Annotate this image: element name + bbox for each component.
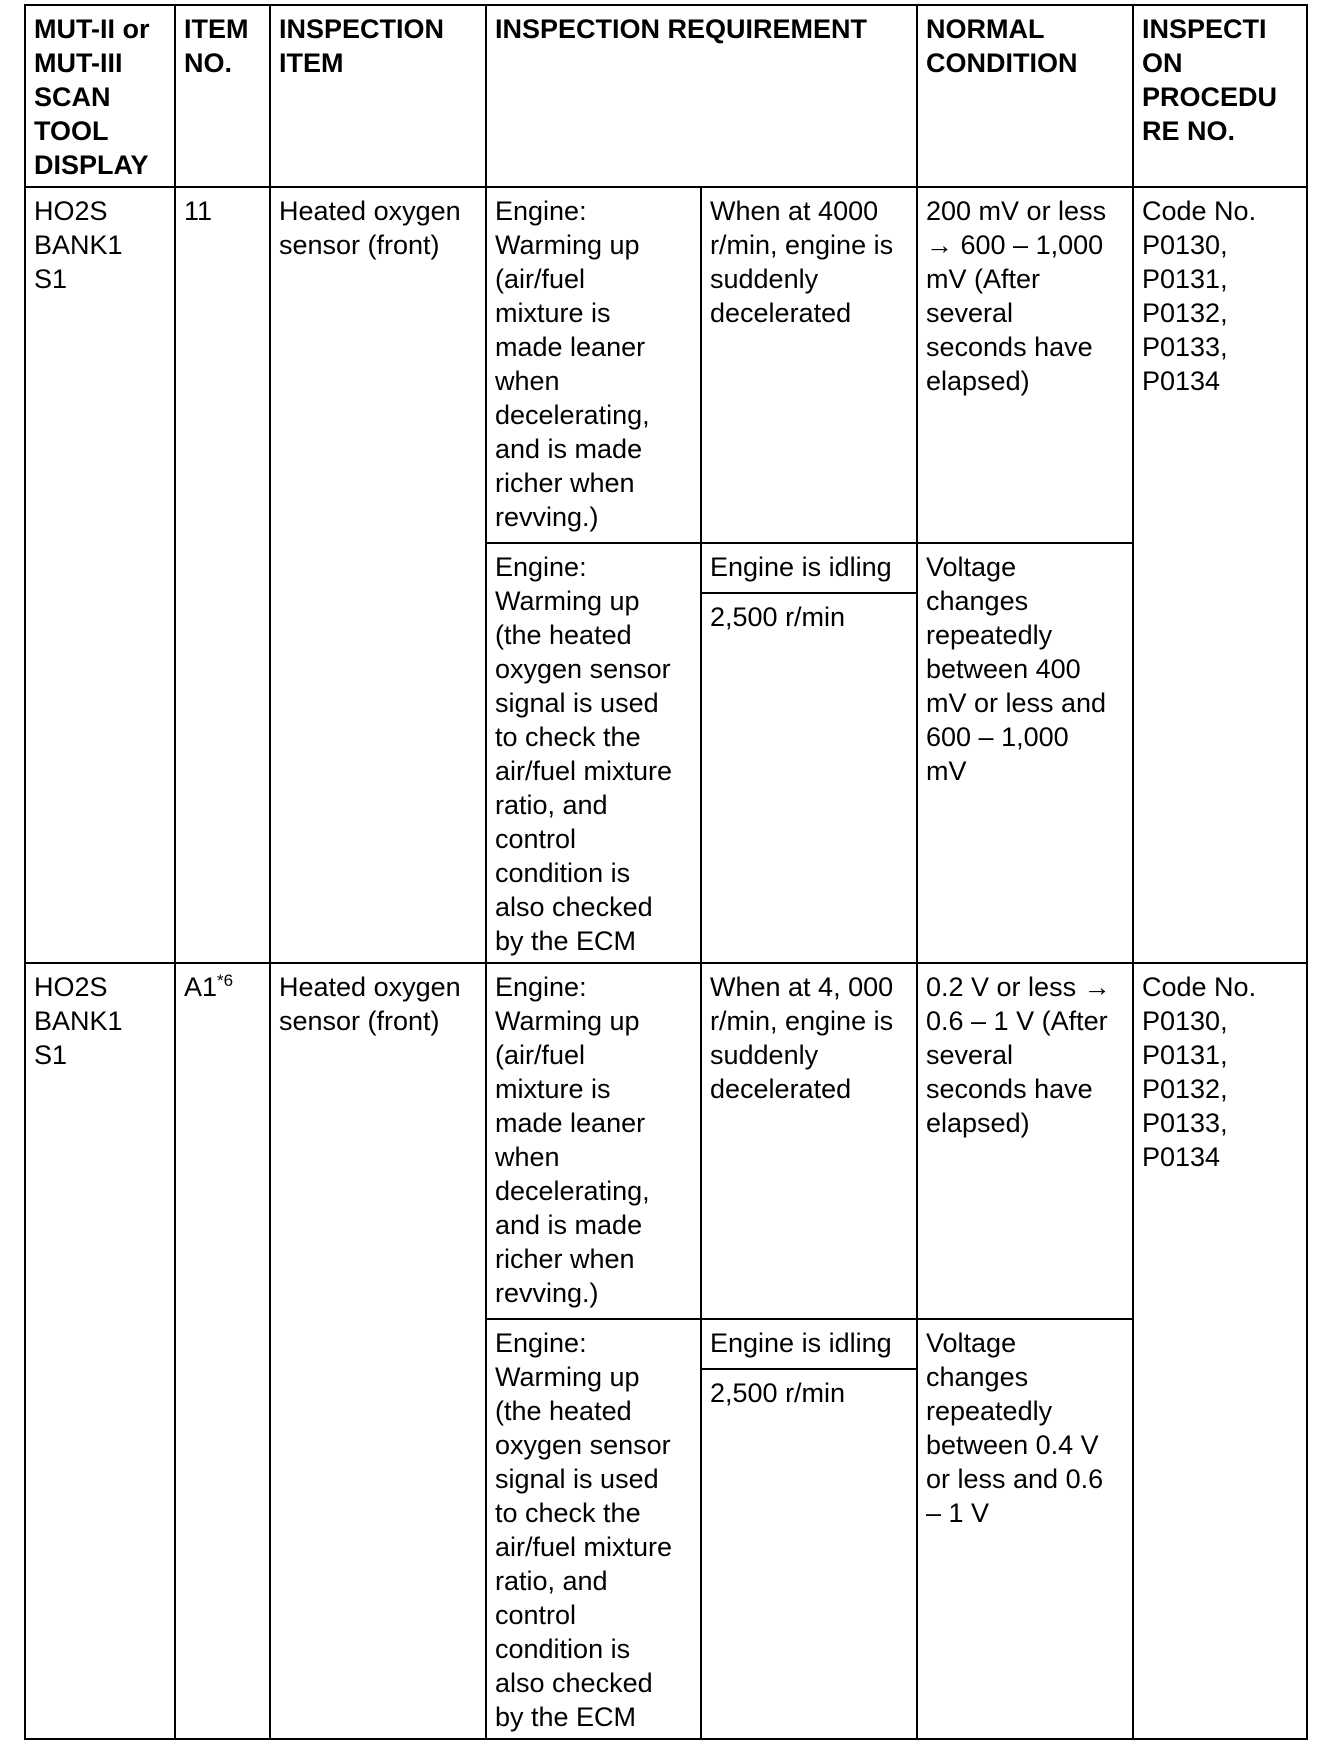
text-line: NORMAL — [926, 14, 1045, 44]
text-line: seconds have — [926, 332, 1093, 362]
requirement-detail-cell — [701, 187, 917, 543]
normal-condition-cell — [917, 187, 1133, 543]
requirement-detail-cell — [701, 963, 917, 1319]
requirement-rpm-cell: 2,500 r/min — [701, 1369, 917, 1739]
text-line: signal is used — [495, 1464, 659, 1494]
text-line: 200 mV or less — [926, 196, 1107, 226]
text-line: Warming up — [495, 1006, 640, 1036]
text-line: seconds have — [926, 1074, 1093, 1104]
text-line: Warming up — [495, 586, 640, 616]
text-line: Warming up — [495, 1362, 640, 1392]
text-line: to check the — [495, 722, 641, 752]
text-line: changes — [926, 1362, 1029, 1392]
text-line: sensor (front) — [279, 230, 440, 260]
text-line: condition is — [495, 1634, 631, 1664]
text-line: Engine: — [495, 1328, 587, 1358]
text-line: when — [495, 1142, 560, 1172]
requirement-condition-cell — [486, 1319, 701, 1739]
text-line: signal is used — [495, 688, 659, 718]
text-line: SCAN — [34, 82, 111, 112]
text-line: HO2S — [34, 972, 108, 1002]
text-line: mV (After — [926, 264, 1041, 294]
text-line: oxygen sensor — [495, 654, 671, 684]
text-line: suddenly — [710, 264, 819, 294]
text-line: and is made — [495, 1210, 643, 1240]
text-line: INSPECTION — [279, 14, 445, 44]
text-line: air/fuel mixture — [495, 1532, 673, 1562]
text-line: 0.6 – 1 V (After — [926, 1006, 1108, 1036]
text-line: repeatedly — [926, 620, 1053, 650]
text-line: repeatedly — [926, 1396, 1053, 1426]
text-line: by the ECM — [495, 1702, 637, 1732]
text-line: ITEM — [279, 48, 344, 78]
text-line: PROCEDU — [1142, 82, 1278, 112]
text-line: MUT-II or — [34, 14, 150, 44]
text-line: decelerating, — [495, 1176, 650, 1206]
requirement-condition-cell — [486, 543, 701, 963]
text-line: between 400 — [926, 654, 1081, 684]
header-inspection-item — [270, 5, 486, 187]
requirement-idle-cell: Engine is idling — [701, 1319, 917, 1369]
text-line: air/fuel mixture — [495, 756, 673, 786]
item-no-cell: A1$^{*6}$ — [175, 963, 270, 1739]
text-line: Voltage — [926, 1328, 1017, 1358]
text-line: sensor (front) — [279, 1006, 440, 1036]
text-line: decelerating, — [495, 400, 650, 430]
text-line: suddenly — [710, 1040, 819, 1070]
text-line: by the ECM — [495, 926, 637, 956]
requirement-condition-cell — [486, 963, 701, 1319]
text-line: INSPECTI — [1142, 14, 1267, 44]
text-line: made leaner — [495, 332, 646, 362]
procedure-cell — [1133, 187, 1307, 963]
text-line: CONDITION — [926, 48, 1078, 78]
inspection-item-cell — [270, 187, 486, 963]
text-line: NO. — [184, 48, 233, 78]
text-line: richer when — [495, 1244, 635, 1274]
text-line: when — [495, 366, 560, 396]
header-item-no — [175, 5, 270, 187]
text-line: DISPLAY — [34, 150, 149, 180]
text-line: When at 4, 000 — [710, 972, 894, 1002]
text-line: and is made — [495, 434, 643, 464]
text-line: several — [926, 1040, 1014, 1070]
text-line: P0131, — [1142, 264, 1228, 294]
text-line: Heated oxygen — [279, 972, 461, 1002]
text-line: Code No. — [1142, 196, 1257, 226]
text-line: Engine: — [495, 972, 587, 1002]
text-line: richer when — [495, 468, 635, 498]
page — [24, 4, 1306, 1740]
header-display — [25, 5, 175, 187]
text-line: oxygen sensor — [495, 1430, 671, 1460]
text-line: Warming up — [495, 230, 640, 260]
inspection-item-cell — [270, 963, 486, 1739]
text-line: mV — [926, 756, 967, 786]
text-line: HO2S — [34, 196, 108, 226]
text-line: (air/fuel — [495, 264, 586, 294]
text-line: P0132, — [1142, 298, 1228, 328]
text-line: between 0.4 V — [926, 1430, 1099, 1460]
requirement-condition-cell — [486, 187, 701, 543]
text-line: BANK1 — [34, 1006, 123, 1036]
text-line: Heated oxygen — [279, 196, 461, 226]
text-line: to check the — [495, 1498, 641, 1528]
text-line: 0.2 V or less → — [926, 972, 1111, 1002]
requirement-idle-cell: Engine is idling — [701, 543, 917, 593]
text-line: S1 — [34, 264, 68, 294]
text-line: condition is — [495, 858, 631, 888]
text-line: Code No. — [1142, 972, 1257, 1002]
header-inspection-requirement: INSPECTION REQUIREMENT — [486, 5, 917, 187]
text-line: ratio, and — [495, 790, 608, 820]
text-line: or less and 0.6 — [926, 1464, 1104, 1494]
table-row — [25, 187, 1307, 543]
display-cell — [25, 963, 175, 1739]
text-line: also checked — [495, 892, 653, 922]
text-line: ON — [1142, 48, 1183, 78]
text-line: (air/fuel — [495, 1040, 586, 1070]
text-line: mixture is — [495, 298, 611, 328]
normal-condition-cell — [917, 963, 1133, 1319]
text-line: several — [926, 298, 1014, 328]
table-row — [25, 963, 1307, 1319]
text-line: elapsed) — [926, 1108, 1030, 1138]
text-line: control — [495, 1600, 577, 1630]
text-line: elapsed) — [926, 366, 1030, 396]
text-line: P0134 — [1142, 366, 1221, 396]
text-line: → 600 – 1,000 — [926, 230, 1104, 260]
text-line: P0132, — [1142, 1074, 1228, 1104]
text-line: TOOL — [34, 116, 109, 146]
text-line: P0130, — [1142, 230, 1228, 260]
text-line: 600 – 1,000 — [926, 722, 1069, 752]
text-line: P0133, — [1142, 332, 1228, 362]
text-line: ITEM — [184, 14, 249, 44]
text-line: – 1 V — [926, 1498, 990, 1528]
text-line: mixture is — [495, 1074, 611, 1104]
text-line: P0134 — [1142, 1142, 1221, 1172]
text-line: ratio, and — [495, 1566, 608, 1596]
header-normal-condition — [917, 5, 1133, 187]
text-line: mV or less and — [926, 688, 1107, 718]
text-line: (the heated — [495, 1396, 632, 1426]
text-line: When at 4000 — [710, 196, 879, 226]
text-line: Engine: — [495, 552, 587, 582]
normal-condition-cell — [917, 543, 1133, 963]
text-line: P0131, — [1142, 1040, 1228, 1070]
text-line: revving.) — [495, 502, 599, 532]
display-cell — [25, 187, 175, 963]
text-line: revving.) — [495, 1278, 599, 1308]
requirement-rpm-cell: 2,500 r/min — [701, 593, 917, 963]
item-no-cell: 11 — [175, 187, 270, 963]
text-line: S1 — [34, 1040, 68, 1070]
text-line: r/min, engine is — [710, 1006, 894, 1036]
text-line: Voltage — [926, 552, 1017, 582]
text-line: Engine: — [495, 196, 587, 226]
text-line: P0133, — [1142, 1108, 1228, 1138]
text-line: control — [495, 824, 577, 854]
text-line: RE NO. — [1142, 116, 1236, 146]
text-line: P0130, — [1142, 1006, 1228, 1036]
text-line: r/min, engine is — [710, 230, 894, 260]
text-line: decelerated — [710, 1074, 852, 1104]
text-line: (the heated — [495, 620, 632, 650]
inspection-table — [24, 4, 1308, 1740]
text-line: changes — [926, 586, 1029, 616]
header-procedure-no — [1133, 5, 1307, 187]
procedure-cell — [1133, 963, 1307, 1739]
text-line: decelerated — [710, 298, 852, 328]
normal-condition-cell — [917, 1319, 1133, 1739]
text-line: BANK1 — [34, 230, 123, 260]
text-line: made leaner — [495, 1108, 646, 1138]
text-line: MUT-III — [34, 48, 123, 78]
text-line: also checked — [495, 1668, 653, 1698]
header-row — [25, 5, 1307, 187]
